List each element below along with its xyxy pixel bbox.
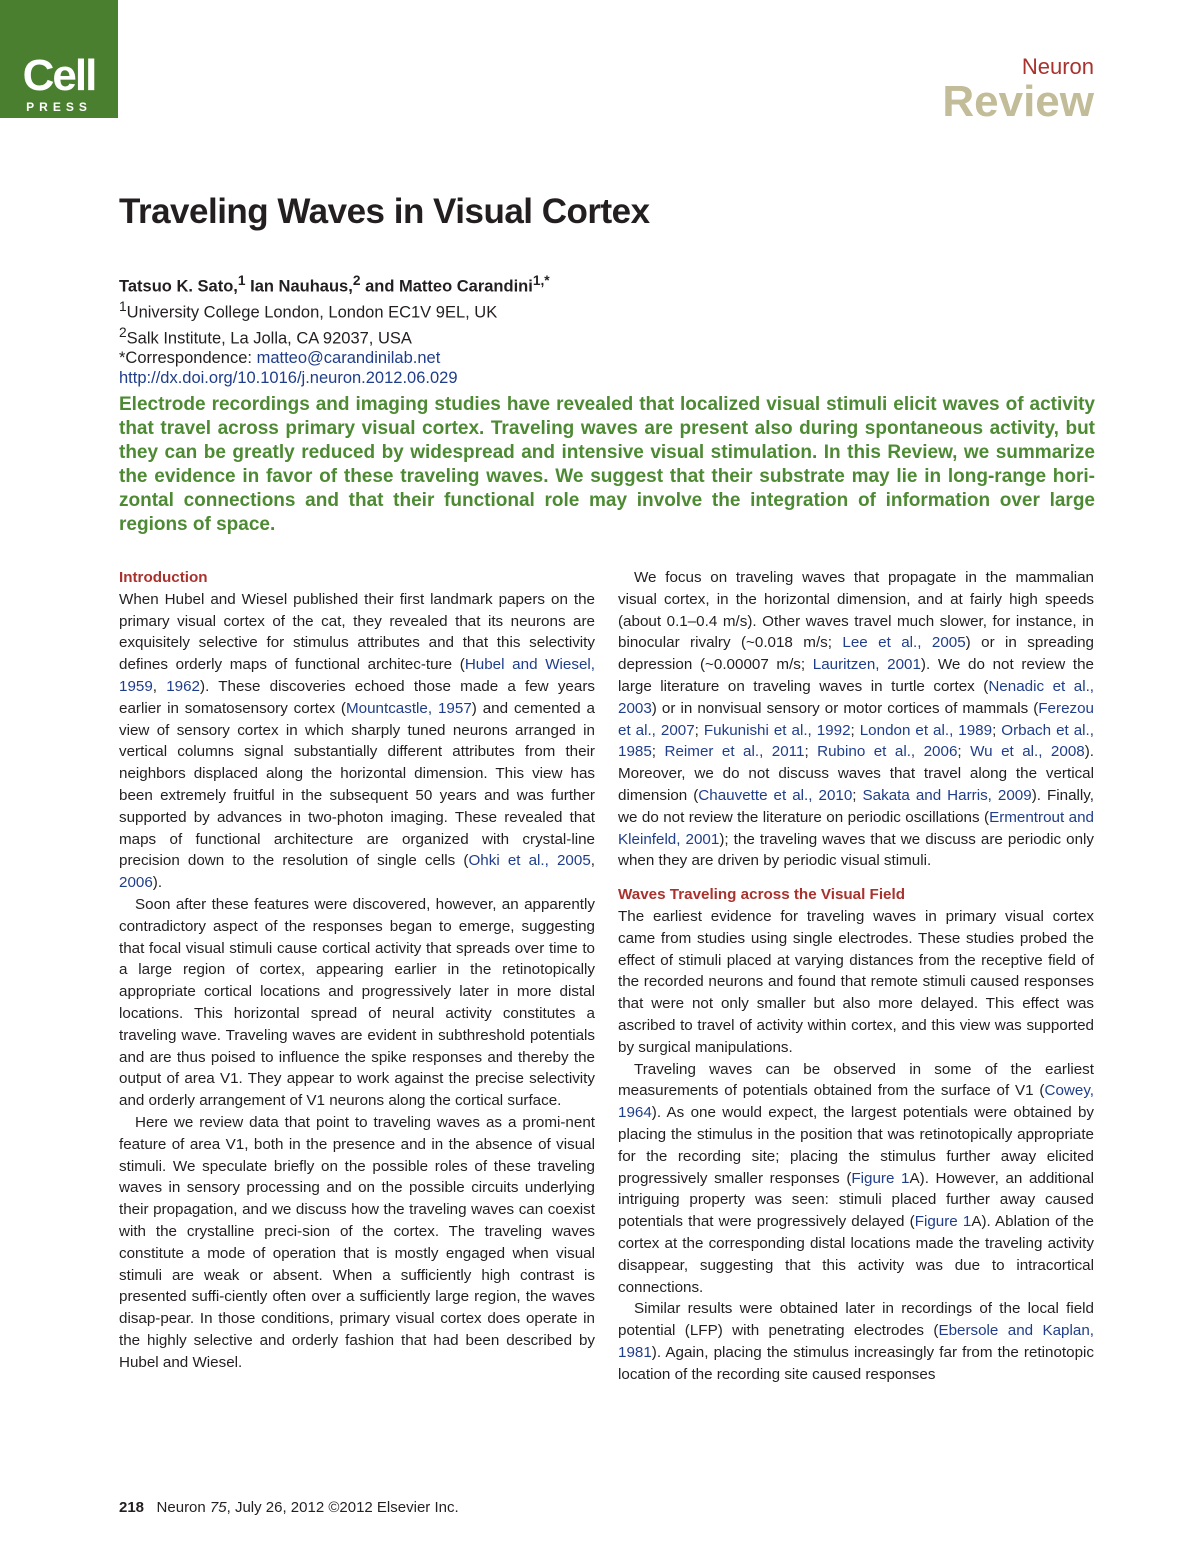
logo-main-text: Cell (22, 51, 96, 100)
affiliation-2-text: Salk Institute, La Jolla, CA 92037, USA (126, 329, 412, 348)
text-run: ; (957, 743, 971, 761)
citation-link[interactable]: 1962 (166, 677, 201, 695)
text-run: When Hubel and Wiesel published their first landmark papers on the primary visual cortex of the cat, they revealed that its neurons are exquisitely selective for stimulus attributes and that this selectivity defines orderly maps of functional architec-ture ( (119, 590, 595, 674)
author-block (119, 271, 719, 388)
author-2-sup: 2 (352, 273, 361, 288)
footer-volume: 75 (209, 1499, 227, 1516)
text-run: ) and cemented a view of sensory cortex in which sharply tuned neurons arranged in vertical columns signal substantially different attributes from their neighbors displaced along the horizontal dimension. This view has been extremely fruitful in the subsequent 50 years and was further supported by advances in two-photon imaging. These revealed that maps of functional architecture are organized with crystal-line precision down to the resolution of single cells ( (119, 699, 595, 870)
left-column (119, 567, 595, 1373)
affiliation-2-sup: 2 (119, 325, 127, 340)
section-heading-waves: Waves Traveling across the Visual Field (618, 886, 905, 904)
text-run: ). We do not review the large literature on traveling waves in turtle cortex ( (618, 656, 1094, 695)
figure-link[interactable]: Figure 1 (851, 1169, 910, 1187)
right-paragraph-2: The earliest evidence for traveling waves in primary visual cortex came from studies using single electrodes. These studies probed the effect of stimuli placed at varying distances from the receptive field of the recorded neurons and found that remote stimuli caused responses that were not only smaller but also more delayed. This effect was ascribed to travel of activity within cortex, and this view was supported by surgical manipulations. (618, 907, 1094, 1056)
text-run: ). Moreover, we do not discuss waves that travel along the vertical dimension ( (618, 743, 1094, 804)
text-run: ). (152, 874, 163, 892)
logo-sub-text: PRESS (26, 100, 92, 114)
author-3-sup: 1,* (532, 273, 550, 288)
doi-link[interactable]: http://dx.doi.org/10.1016/j.neuron.2012.06.029 (119, 368, 458, 387)
article-title: Traveling Waves in Visual Cortex (119, 192, 650, 231)
citation-link[interactable]: Ebersole and Kaplan, 1981 (618, 1322, 1094, 1361)
text-run: A). However, an additional intriguing property was seen: stimuli placed further away caused potentials that were progressively delayed ( (618, 1169, 1094, 1231)
text-run: A). Ablation of the cortex at the corresponding distal locations made the traveling activity disappear, suggesting that this activity was due to intracortical connections. (618, 1213, 1094, 1296)
intro-paragraph-1 (119, 589, 595, 894)
citation-link[interactable]: Nenadic et al., 2003 (618, 677, 1095, 717)
affiliation-1-sup: 1 (119, 299, 127, 314)
author-2: Ian Nauhaus, (250, 277, 353, 296)
cell-press-logo (0, 0, 118, 118)
text-run: ) or in spreading depression (~0.00007 m/s; (618, 634, 1094, 674)
author-1-sup: 1 (237, 273, 246, 288)
citation-link[interactable]: 2006 (119, 874, 153, 892)
affiliation-2 (119, 323, 719, 349)
citation-link[interactable]: Ferezou et al., 2007 (618, 699, 1094, 739)
text-run: ; (694, 721, 704, 739)
correspondence (119, 349, 719, 369)
text-run: ). Finally, we do not review the literature on periodic oscillations ( (618, 786, 1094, 826)
page-number: 218 (119, 1499, 145, 1516)
right-paragraph-4 (618, 1298, 1094, 1385)
citation-link[interactable]: Lauritzen, 2001 (812, 656, 921, 674)
text-run: ; (651, 743, 665, 761)
intro-paragraph-3: Here we review data that point to traveling waves as a promi-nent feature of area V1, both in the presence and in the absence of visual stimuli. We speculate briefly on the possible roles of these traveling waves in sensory processing and on the possible circuits underlying their propagation, and we discuss how the traveling waves can coexist with the crystalline preci-sion of the cortex. The traveling waves constitute a mode of operation that is mostly engaged when visual stimuli are weak or absent. When a sufficiently high contrast is presented suffi-ciently often over a sufficiently large region, the waves disap-pear. In those conditions, primary visual cortex does operate in the highly selective and orderly fashion that had been described by Hubel and Wiesel. (119, 1113, 595, 1371)
text-run: We focus on traveling waves that propagate in the mammalian visual cortex, in the horizontal dimension, and at fairly high speeds (about 0.1–0.4 m/s). Other waves travel much slower, for instance, in binocular rivalry (~0.018 m/s; (618, 569, 1094, 652)
text-run: ; (992, 721, 1002, 739)
citation-link[interactable]: Cowey, 1964 (618, 1082, 1094, 1122)
text-run: ). As one would expect, the largest potentials were obtained by placing the stimulus in the position that was retinotopically appropriate for the recording site; placing the stimulus further away elicited progressively smaller responses ( (618, 1104, 1094, 1187)
figure-link[interactable]: Figure 1 (914, 1213, 972, 1231)
citation-link[interactable]: Reimer et al., 2011 (664, 743, 805, 761)
text-run: ) or in nonvisual sensory or motor cortices of mammals ( (651, 699, 1039, 717)
right-column (618, 567, 1094, 1385)
text-run: ). Again, placing the stimulus increasingly far from the retinotopic location of the recording site caused responses (618, 1343, 1094, 1383)
citation-link[interactable]: Hubel and Wiesel, 1959 (119, 656, 595, 695)
text-run: ; (850, 721, 860, 739)
article-type: Review (942, 77, 1094, 126)
citation-link[interactable]: Ermentrout and Kleinfeld, 2001 (618, 808, 1094, 848)
text-run: ; (804, 743, 818, 761)
citation-link[interactable]: Mountcastle, 1957 (345, 699, 472, 717)
correspondence-label: *Correspondence: (119, 349, 252, 367)
citation-link[interactable]: London et al., 1989 (859, 721, 993, 739)
author-3: and Matteo Carandini (365, 277, 533, 296)
footer-date: , July 26, 2012 ©2012 Elsevier Inc. (226, 1499, 459, 1516)
citation-link[interactable]: Chauvette et al., 2010 (698, 786, 853, 804)
citation-link[interactable]: Rubino et al., 2006 (817, 743, 958, 761)
author-1: Tatsuo K. Sato, (119, 277, 238, 296)
section-heading-introduction: Introduction (119, 569, 208, 586)
page-footer (119, 1499, 459, 1516)
footer-journal: Neuron (156, 1499, 206, 1516)
citation-link[interactable]: Ohki et al., 2005 (468, 852, 591, 870)
doi-line (119, 369, 719, 389)
correspondence-email-link[interactable]: matteo@carandinilab.net (256, 349, 441, 367)
text-run: , (152, 677, 167, 695)
citation-link[interactable]: Sakata and Harris, 2009 (862, 786, 1032, 804)
text-run: Similar results were obtained later in recordings of the local field potential (LFP) with penetrating electrodes ( (618, 1300, 1094, 1340)
citation-link[interactable]: Fukunishi et al., 1992 (703, 721, 851, 739)
text-run: , (590, 852, 595, 870)
citation-link[interactable]: Lee et al., 2005 (842, 634, 966, 652)
affiliation-1-text: University College London, London EC1V 9EL, UK (126, 303, 498, 322)
journal-name: Neuron (1021, 54, 1094, 79)
text-run: Traveling waves can be observed in some of the earliest measurements of potentials obtained from the surface of V1 ( (618, 1060, 1094, 1100)
text-run: ; (852, 786, 863, 804)
text-run: ); the traveling waves that we discuss are periodic only when they are driven by periodic visual stimuli. (618, 830, 1095, 870)
intro-paragraph-2: Soon after these features were discovered, however, an apparently contradictory aspect of the responses began to emerge, suggesting that focal visual stimuli cause cortical activity that spreads over time to a large region of cortex, appearing earlier in the retinotopically appropriate cortical locations and progressively later in more distal locations. This horizontal spread of neural activity constitutes a traveling wave. Traveling waves are evident in subthreshold potentials and are thus poised to influence the spike responses and thereby the output of area V1. They appear to work against the precise selectivity and orderly arrangement of V1 neurons along the cortical surface. (119, 895, 595, 1110)
citation-link[interactable]: Orbach et al., 1985 (618, 721, 1094, 761)
author-names (119, 271, 719, 297)
journal-header (942, 54, 1094, 124)
right-paragraph-1 (618, 567, 1094, 872)
right-paragraph-3 (618, 1059, 1094, 1299)
text-run: ). These discoveries echoed those made a few years earlier in somatosensory cortex ( (119, 677, 595, 717)
citation-link[interactable]: Wu et al., 2008 (970, 743, 1085, 761)
affiliation-1 (119, 297, 719, 323)
abstract: Electrode recordings and imaging studies have revealed that localized visual stimuli elicit waves of activity that travel across primary visual cortex. Traveling waves are present also during spontaneous activity, but they can be greatly reduced by widespread and intensive visual stimulation. In this Review, we summarize the evidence in favor of these traveling waves. We suggest that their substrate may lie in long-range hori-zontal connections and that their functional role may involve the integration of information over large regions of space. (119, 394, 1095, 535)
